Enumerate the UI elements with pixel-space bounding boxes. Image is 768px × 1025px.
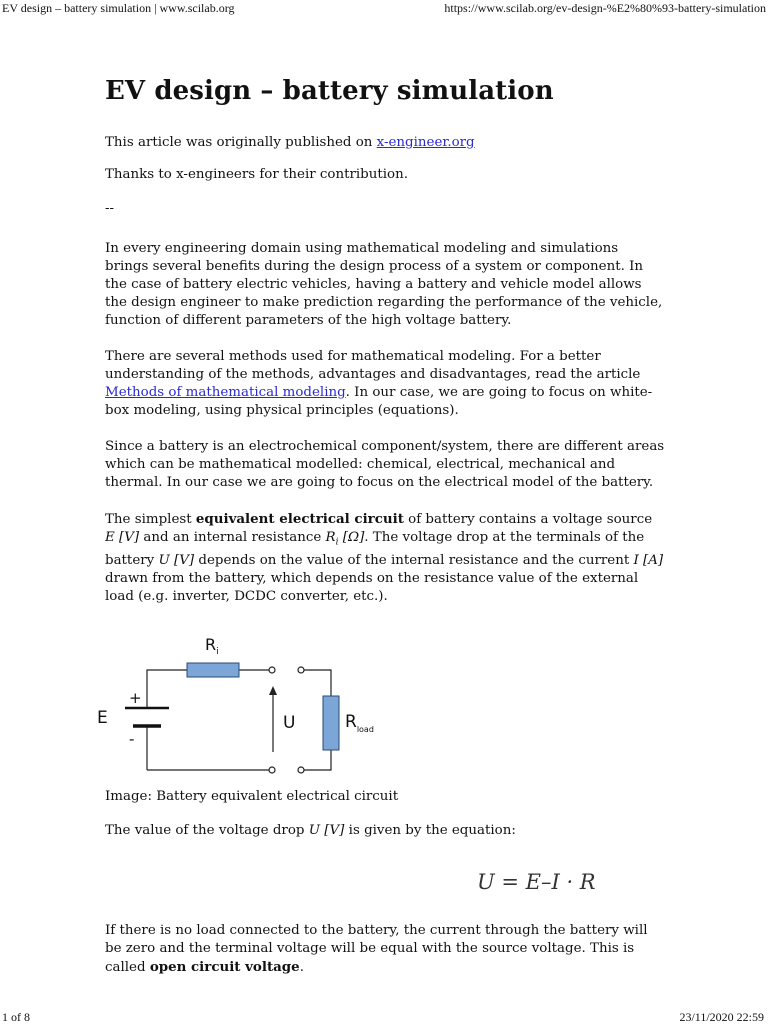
paragraph-6: If there is no load connected to the battery, the current through the battery will be zero and the terminal voltage will be equal with the source voltage. This is called open circuit voltage.: [105, 922, 648, 975]
terminal-top-left: [269, 667, 275, 673]
resistor-rload: [323, 696, 339, 750]
terminal-top-right: [298, 667, 304, 673]
paragraph-4: The simplest equivalent electrical circuit of battery contains a voltage source E [V] and an internal resistance $R_i$ [Ω]. The voltage drop at the terminals of the battery U [V] depends on the value of the internal resistance and the current I [A] drawn from the battery, which depends on the resistance value of the external load (e.g. inverter, DCDC converter, etc.).: [105, 511, 664, 604]
print-header-title: EV design – battery simulation | www.scilab.org: [2, 1, 235, 15]
paragraph-5: The value of the voltage drop U [V] is given by the equation:: [105, 822, 516, 838]
intro-paragraph: This article was originally published on x-engineer.org: [105, 135, 475, 150]
wire-top-left: [147, 670, 187, 707]
wire-right-bottom: [304, 750, 331, 770]
paragraph-3: Since a battery is an electrochemical component/system, there are different areas which can be mathematical modelled: chemical, electrical, mechanical and thermal. In our case we are going to focus on the electrical model of the battery.: [105, 439, 665, 490]
paragraph-1: In every engineering domain using mathematical modeling and simulations brings several benefits during the design process of a system or component. In the case of battery electric vehicles, having a battery and vehicle model allows the design engineer to make prediction regarding the performance of the vehicle, function of different parameters of the high voltage battery.: [105, 241, 663, 328]
label-u: U: [283, 712, 296, 733]
thanks-paragraph: Thanks to x-engineers for their contribution.: [105, 167, 408, 182]
print-header-url: https://www.scilab.org/ev-design-%E2%80%93-battery-simulation: [444, 1, 766, 15]
label-ri: $R_i$: [205, 634, 219, 657]
circuit-diagram: [97, 628, 397, 778]
methods-link[interactable]: Methods of mathematical modeling: [105, 385, 346, 400]
separator: --: [105, 201, 115, 216]
page-counter: 1 of 8: [2, 1010, 30, 1024]
print-datetime: 23/11/2020 22:59: [679, 1010, 764, 1024]
terminal-bottom-right: [298, 767, 304, 773]
label-rload: $R_{load}$: [345, 711, 374, 734]
voltage-equation: U = E–I · R: [477, 869, 596, 894]
voltage-arrowhead: [269, 686, 277, 695]
article: [97, 74, 665, 991]
figure-caption: Image: Battery equivalent electrical circuit: [105, 788, 399, 804]
wire-right-top: [304, 670, 331, 696]
x-engineer-link[interactable]: x-engineer.org: [376, 135, 475, 150]
label-plus: +: [129, 688, 142, 707]
label-e: E: [97, 707, 108, 728]
label-minus: -: [129, 729, 135, 748]
paragraph-2: There are several methods used for mathematical modeling. For a better understanding of the methods, advantages and disadvantages, read the article Methods of mathematical modeling. In our case, we are going to focus on white-box modeling, using physical principles (equations).: [105, 349, 653, 418]
page-title: EV design – battery simulation: [105, 76, 554, 106]
terminal-bottom-left: [269, 767, 275, 773]
resistor-ri: [187, 663, 239, 677]
